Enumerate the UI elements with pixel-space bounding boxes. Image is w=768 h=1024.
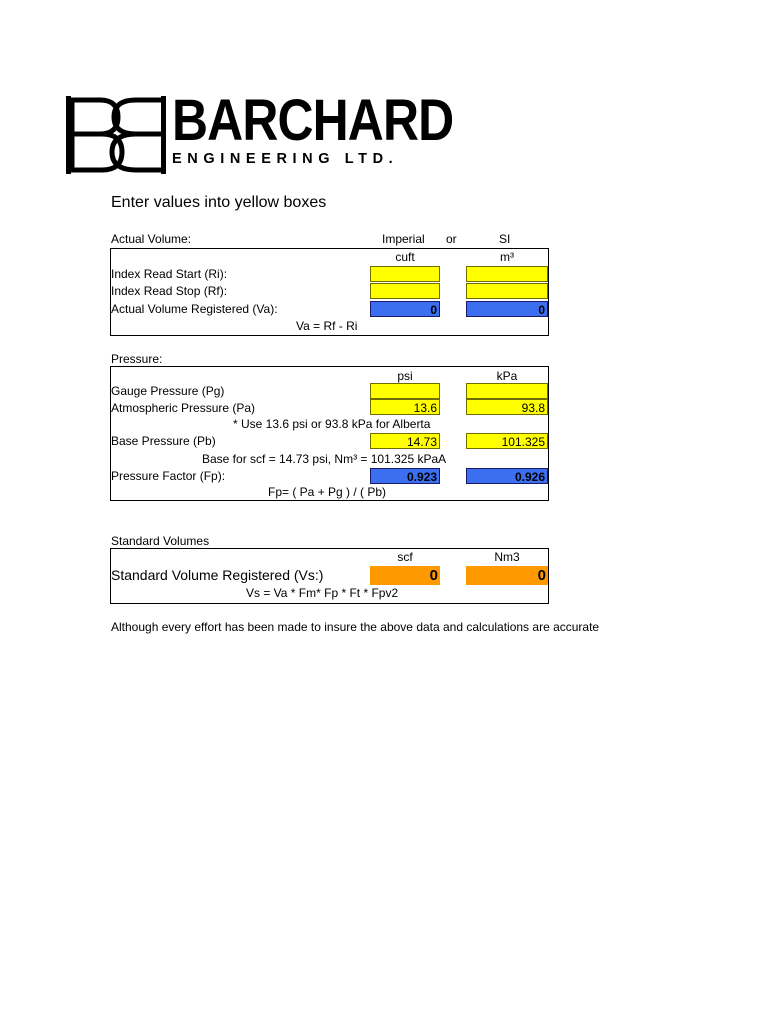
unit-cuft: cuft [395, 250, 415, 264]
base-pressure-label: Base Pressure (Pb) [111, 434, 216, 448]
index-read-start-si-input[interactable] [466, 266, 548, 282]
atmospheric-pressure-si-input[interactable]: 93.8 [466, 399, 548, 415]
atmospheric-pressure-note: * Use 13.6 psi or 93.8 kPa for Alberta [233, 417, 431, 431]
index-read-stop-label: Index Read Stop (Rf): [111, 284, 228, 298]
standard-volume-registered-label: Standard Volume Registered (Vs:) [111, 567, 324, 583]
unit-kpa: kPa [496, 369, 518, 383]
unit-psi: psi [397, 369, 413, 383]
logo-subtitle: ENGINEERING LTD. [172, 151, 399, 167]
unit-scf: scf [397, 550, 413, 564]
unit-nm3: Nm3 [494, 550, 520, 564]
index-read-start-imperial-input[interactable] [370, 266, 440, 282]
instructions-heading: Enter values into yellow boxes [111, 194, 327, 211]
logo-wordmark: BARCHARD [172, 88, 454, 153]
actual-volume-registered-si: 0 [466, 301, 548, 317]
base-pressure-note: Base for scf = 14.73 psi, Nm³ = 101.325 kPaA [202, 452, 447, 466]
standard-volume-registered-si: 0 [466, 566, 548, 585]
base-pressure-si-input[interactable]: 101.325 [466, 433, 548, 449]
standard-volume-formula: Vs = Va * Fm* Fp * Ft * Fpv2 [246, 586, 399, 600]
actual-volume-section-label: Actual Volume: [111, 232, 192, 246]
index-read-start-label: Index Read Start (Ri): [111, 267, 228, 281]
pressure-factor-si: 0.926 [466, 468, 548, 484]
index-read-stop-si-input[interactable] [466, 283, 548, 299]
gauge-pressure-label: Gauge Pressure (Pg) [111, 384, 225, 398]
actual-volume-registered-imperial: 0 [370, 301, 440, 317]
pressure-section-label: Pressure: [111, 352, 163, 366]
actual-volume-registered-label: Actual Volume Registered (Va): [111, 302, 278, 316]
standard-volumes-section-label: Standard Volumes [111, 534, 210, 548]
disclaimer-text: Although every effort has been made to insure the above data and calculations are accurate [111, 620, 600, 634]
index-read-stop-imperial-input[interactable] [370, 283, 440, 299]
pressure-factor-formula: Fp= ( Pa + Pg ) / ( Pb) [268, 485, 387, 499]
standard-volume-registered-imperial: 0 [370, 566, 440, 585]
pressure-factor-imperial: 0.923 [370, 468, 440, 484]
base-pressure-imperial-input[interactable]: 14.73 [370, 433, 440, 449]
unit-m3: m³ [500, 250, 514, 264]
si-label: SI [499, 232, 511, 246]
atmospheric-pressure-imperial-input[interactable]: 13.6 [370, 399, 440, 415]
atmospheric-pressure-label: Atmospheric Pressure (Pa) [111, 401, 256, 415]
pressure-factor-label: Pressure Factor (Fp): [111, 469, 226, 483]
or-label: or [446, 232, 457, 246]
actual-volume-formula: Va = Rf - Ri [296, 319, 358, 333]
gauge-pressure-si-input[interactable] [466, 383, 548, 399]
gauge-pressure-imperial-input[interactable] [370, 383, 440, 399]
imperial-label: Imperial [382, 232, 425, 246]
